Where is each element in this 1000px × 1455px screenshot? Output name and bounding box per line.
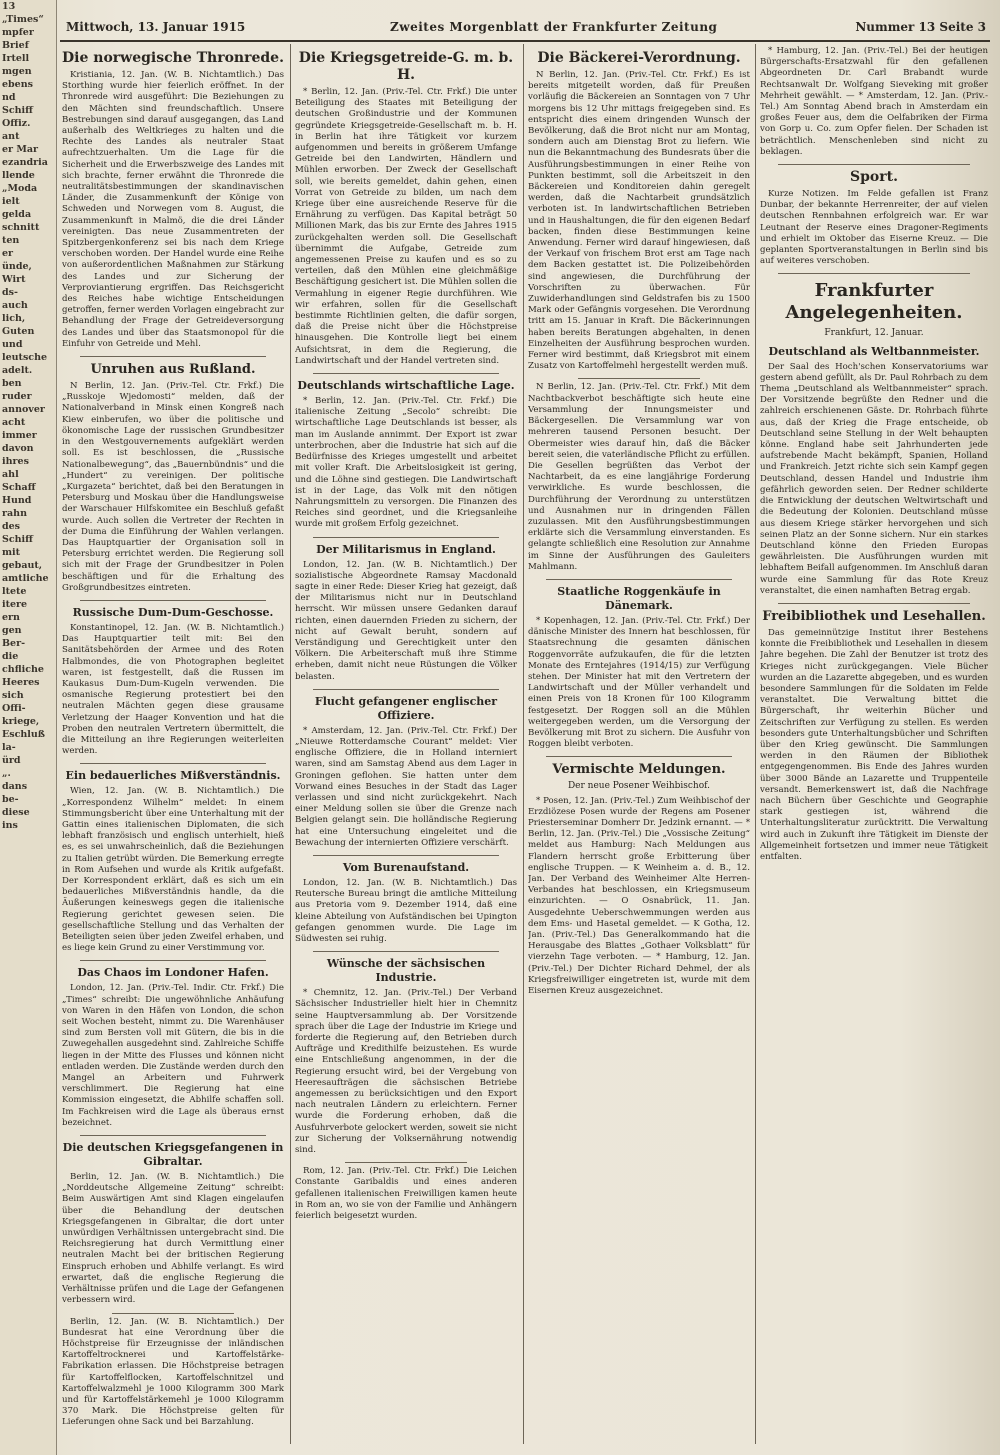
strip-fragment: er Mar (2, 144, 39, 155)
article-title: Staatliche Roggenkäufe in Dänemark. (557, 584, 721, 612)
strip-fragment: mgen (2, 66, 32, 77)
header-page-number: Nummer 13 Seite 3 (855, 20, 986, 34)
article-gibraltar-prisoners (62, 1141, 284, 1306)
strip-fragment: itere (2, 599, 28, 610)
strip-fragment: lich, (2, 313, 26, 324)
strip-fragment: ielt (2, 196, 20, 207)
article-text: * Chemnitz, 12. Jan. (Priv.-Tel.) Der Verband Sächsischer Industrieller hielt hier in Chemnitz seine Hauptversammlung ab. Der Vorsitzende sprach über die Lage der Industrie im Kriege und forderte die Regierung auf, den Betrieben durch Aufträge und Kredithilfe beizustehen. Es wurde eine Entschließung angenommen, in der die Regierung ersucht wird, bei der Vergebung von Heeresaufträgen die sächsischen Betriebe angemessen zu berücksichtigen und den Export nach neutralen Ländern zu erleichtern. Ferner wurde die Forderung erhoben, daß die Ausfuhrverbote gelockert werden, soweit sie nicht zur Sicherung der Volksernährung notwendig sind. (295, 988, 517, 1156)
divider (546, 756, 732, 757)
divider (313, 689, 499, 690)
article-text: Kristiania, 12. Jan. (W. B. Nichtamtlich.) Das Storthing wurde hier feierlich eröffnet. In der Thronrede wird ausgeführt: Die Beziehungen zu den Mächten sind freundschaftlich. Unsere Bestrebungen sind darauf ausgegangen, das Land außerhalb des Weltkrieges zu halten und die Rechte des Landes als neutraler Staat aufrechtzuerhalten. Um die Lage für die Sicherheit und die Erwerbszweige des Landes mit sich brachte, ferner erwähnt die Thronrede die neutralitätsbestimmungen der skandinavischen Länder, die Zusammenkunft der Könige von Schweden und Norwegen vom 8. August, die Zusammenkunft in Malmö, die die drei Länder vereinigten. Das neue Zusammentreten der Spitzbergenkonferenz sei bis nach dem Kriege verschoben worden. Der Handel wurde eine Reihe von außerordentlichen Maßnahmen zur Stärkung des Landes und zur Sicherung der Verproviantierung ergriffen. Das Reichsgericht des Reiches habe wichtige Entscheidungen getroffen, ferner werden Vorlagen eingebracht zur Behandlung der Frage der Getreideversorgung des Landes und über das Staatsmonopol für die Einfuhr von Getreide und Mehl. (62, 70, 284, 349)
divider (778, 164, 970, 165)
article-militarism-england (295, 543, 517, 683)
article-title: Wünsche der sächsischen Industrie. (326, 957, 486, 985)
strip-fragment: leutsche (2, 352, 48, 363)
strip-fragment: gebaut, (2, 560, 43, 571)
strip-fragment: ern (2, 612, 20, 623)
article-title: Ein bedauerliches Mißverständnis. (65, 769, 281, 783)
strip-fragment: Guten (2, 326, 35, 337)
strip-fragment: ten (2, 235, 20, 246)
strip-fragment: ins (2, 820, 18, 831)
article-night-bake-ban (528, 382, 750, 572)
article-text: Wien, 12. Jan. (W. B. Nichtamtlich.) Die „Korrespondenz Wilhelm“ meldet: In einem Stimmungsbericht über eine Unterhaltung mit der Gattin eines italienischen Diplomaten, die sich lebhaft französisch und englisch unterhielt, hieß es, es sei unwahrscheinlich, daß die Beziehungen zu Italien getrübt würden. Die Bemerkung erregte in Rom Aufsehen und wurde als Kritik aufgefaßt. Der Korrespondent erklärt, daß es sich um ein bedauerliches Mißverständnis handle, da die Äußerungen keineswegs gegen die italienische Regierung gerichtet gewesen seien. Die gesellschaftliche Stellung und das Verhalten der Beteiligten seien über jeden Zweifel erhaben, und es liege kein Grund zu einer Verstimmung vor. (62, 786, 284, 954)
article-germany-economy (295, 379, 517, 530)
article-title: Vom Burenaufstand. (342, 860, 470, 874)
article-text: N Berlin, 12. Jan. (Priv.-Tel. Ctr. Frkf.) Es ist bereits mitgeteilt worden, daß für Preußen vorläufig die Bäckereien an Sonntagen von 7 Uhr morgens bis 12 Uhr mittags freigegeben sind. Es entspricht dies einem dringenden Wunsch der Bevölkerung, daß die Brot nicht nur am Montag, sondern auch am Dienstag Brot zu liefern. Wie nun die Bekanntmachung des Bundesrats über die Ausführungsbestimmungen in einer Reihe von Punkten bestimmt, soll die Arbeitszeit in den Bäckereien und Konditoreien dahin geregelt werden, daß die Nachtarbeit grundsätzlich verboten ist. In landwirtschaftlichen Betrieben und in Haushaltungen, die für den eigenen Bedarf backen, finden diese Bestimmungen keine Anwendung. Ferner wird darauf hingewiesen, daß der Verkauf von frischem Brot erst am Tage nach dem Backen gestattet ist. Die Polizeibehörden sind angewiesen, die Durchführung der Vorschriften zu überwachen. Für Zuwiderhandlungen sind Geldstrafen bis zu 1500 Mark oder Gefängnis vorgesehen. Die Verordnung tritt am 15. Januar in Kraft. Die Bäckerinnungen haben bereits Beratungen abgehalten, in denen Einzelheiten der Ausführung besprochen wurden. Ferner wird bestimmt, daß Kriegsbrot mit einem Zusatz von Kartoffelmehl hergestellt werden muß. (528, 70, 750, 372)
article-text: * Hamburg, 12. Jan. (Priv.-Tel.) Bei der heutigen Bürgerschafts-Ersatzwahl für den gefallenen Abgeordneten Dr. Carl Brabandt wurde Rechtsanwalt Dr. Wolfgang Sieveking mit großer Mehrheit gewählt. — * Amsterdam, 12. Jan. (Priv.-Tel.) Am Sonntag Abend brach in Amsterdam ein großes Feuer aus, dem die Oelfabriken der Firma von Gorp u. Co. zum Opfer fielen. Der Schaden ist beträchtlich. Menschenleben sind nicht zu beklagen. (760, 46, 988, 157)
article-saxon-industry (295, 957, 517, 1156)
article-text: Das gemeinnützige Institut ihrer Bestehens konnte die Freibibliothek und Lesehallen in diesem Jahre begehen. Die Zahl der Benutzer ist trotz des Krieges nicht zurückgegangen. Viele Bücher wurden an die Lazarette abgegeben, und es wurden besondere Sammlungen für die Soldaten im Felde veranstaltet. Die Verwaltung bittet die Bürgerschaft, ihr weiterhin Bücher und Zeitschriften zur Verfügung zu stellen. Es werden besonders gute Unterhaltungsbücher und Schriften über den Krieg gewünscht. Die Sammlungen werden in den Räumen der Bibliothek entgegengenommen. Bis Ende des Jahres wurden über 3000 Bände an Lazarette und Truppenteile versandt. Bemerkenswert ist, daß die Nachfrage nach Büchern über Geschichte und Geographie stark gestiegen ist, während die Unterhaltungsliteratur zurücktritt. Die Verwaltung wird auch in Zukunft ihre Tätigkeit im Dienste der Allgemeinheit fortsetzen und immer neue Tätigkeit entfalten. (760, 627, 988, 862)
article-text: * Posen, 12. Jan. (Priv.-Tel.) Zum Weihbischof der Erzdiözese Posen wurde der Regens am Posener Priesterseminar Domherr Dr. Jedzink ernannt. — * Berlin, 12. Jan. (Priv.-Tel.) Die „Vossische Zeitung“ meldet aus Hamburg: Nach Meldungen aus Flandern herrscht große Erbitterung über englische Truppen. — K Weinheim a. d. B., 12. Jan. Der Verband des Weinheimer Alte Herren-Verbandes hat beschlossen, ein Kriegsmuseum einzurichten. — O Osnabrück, 11. Jan. Ausgedehnte Ueberschwemmungen werden aus dem Ems- und Hasetal gemeldet. — K Gotha, 12. Jan. (Priv.-Tel.) Das Generalkommando hat die Herausgabe des Blattes „Gothaer Volksblatt“ für vierzehn Tage verboten. — * Hamburg, 12. Jan. (Priv.-Tel.) Der Dichter Richard Dehmel, der als Kriegsfreiwilliger eingetreten ist, wurde mit dem Eisernen Kreuz ausgezeichnet. (528, 795, 750, 997)
page-header (60, 18, 990, 42)
strip-fragment: annover (2, 404, 45, 415)
divider (313, 537, 499, 538)
strip-fragment: immer (2, 430, 37, 441)
article-text: London, 12. Jan. (W. B. Nichtamtlich.) Der sozialistische Abgeordnete Ramsay Macdonald sagte in einer Rede: Dieser Krieg hat gezeigt, daß der Militarismus nicht nur in Deutschland herrscht. Wir müssen unsere Gedanken darauf richten, einen dauernden Frieden zu sichern, der nicht auf Gewalt beruht, sondern auf Verständigung und Gerechtigkeit unter den Völkern. Die Arbeiterschaft muß ihre Stimme erheben, damit nicht neue Rüstungen die Völker belasten. (295, 559, 517, 682)
article-library (760, 609, 988, 863)
article-text: London, 12. Jan. (W. B. Nichtamtlich.) Das Reutersche Bureau bringt die amtliche Mitteilung aus Pretoria vom 9. Dezember 1914, daß eine kleine Abteilung von Aufständischen bei Upington gefangen genommen wurde. Die Lage im Südwesten sei ruhig. (295, 877, 517, 944)
strip-fragment: Offiz. (2, 118, 31, 129)
article-frankfurt-affairs (760, 280, 988, 596)
divider (80, 1135, 266, 1136)
divider (80, 356, 266, 357)
article-text: Berlin, 12. Jan. (W. B. Nichtamtlich.) Der Bundesrat hat eine Verordnung über die Höchstpreise für Erzeugnisse der inländischen Kartoffeltrocknerei und Kartoffelstärke-Fabrikation erlassen. Die Höchstpreise betragen für Kartoffelflocken, Kartoffelschnitzel und Kartoffelwalzmehl je 1000 Kilogramm 300 Mark und für Kartoffelstärkemehl je 1000 Kilogramm 370 Mark. Die Höchstpreise gelten für Lieferungen ohne Sack und bei Barzahlung. (62, 1316, 284, 1428)
strip-fragment: Offi- (2, 703, 26, 714)
strip-fragment: Schiff (2, 105, 33, 116)
article-title: Der Militarismus in England. (316, 542, 496, 556)
column-1 (62, 46, 284, 1441)
strip-fragment: Irtell (2, 53, 30, 64)
article-bakery-ordinance (528, 50, 750, 372)
strip-fragment: auch (2, 300, 28, 311)
article-potato-prices (62, 1317, 284, 1429)
article-norwegian-throne-speech (62, 50, 284, 350)
article-text: * Berlin, 12. Jan. (Priv.-Tel. Ctr. Frkf.) Die unter Beteiligung des Staates mit Beteiligung der deutschen Großindustrie und der Kommunen gegründete Kriegsgetreide-Gesellschaft m. b. H. in Berlin hat ihre Tätigkeit vor kurzem aufgenommen und bereits in größerem Umfange Getreide bei den Landwirten, Händlern und Mühlen erworben. Der Zweck der Gesellschaft soll, wie bereits gemeldet, dahin gehen, einen Vorrat von Getreide zu bilden, um nach dem Kriege über eine ausreichende Reserve für die Ernährung zu verfügen. Das Kapital beträgt 50 Millionen Mark, das bis zur Ernte des Jahres 1915 zurückgehalten werden soll. Die Gesellschaft übernimmt die Aufgabe, Getreide zum angemessenen Preise zu kaufen und es so zu verteilen, daß den Mühlen eine gleichmäßige Beschäftigung gesichert ist. Die Mühlen sollen die Vermahlung in eigener Regie durchführen. Wie wir erfahren, sollen für die Gesellschaft bestimmte Richtlinien gelten, die dafür sorgen, daß die Preise nicht über die Höchstpreise hinausgehen. Die Kontrolle liegt bei einem Aufsichtsrat, in dem die Regierung, die Landwirtschaft und der Handel vertreten sind. (295, 87, 517, 366)
header-date: Mittwoch, 13. Januar 1915 (66, 20, 246, 34)
article-garibaldi (295, 1166, 517, 1222)
header-paper-title: Zweites Morgenblatt der Frankfurter Zeitung (390, 20, 718, 34)
column-2 (295, 46, 517, 1441)
column-3 (528, 46, 750, 1441)
strip-fragment: diese (2, 807, 30, 818)
article-officers-escape (295, 695, 517, 849)
strip-fragment: ihres (2, 456, 29, 467)
divider (778, 273, 970, 274)
strip-fragment: rahn (2, 508, 27, 519)
article-denmark-rye (528, 585, 750, 750)
article-london-harbour (62, 966, 284, 1129)
article-title: Die deutschen Kriegsgefangenen in Gibraltar. (62, 1141, 284, 1169)
strip-fragment: er (2, 248, 14, 259)
strip-fragment: chfliche (2, 664, 44, 675)
article-text: * Berlin, 12. Jan. (Priv.-Tel. Ctr. Frkf.) Die italienische Zeitung „Secolo“ schreibt: Die wirtschaftliche Lage Deutschlands ist besser, als man im Auslande annimmt. Der Export ist zwar unterbrochen, aber die Industrie hat sich auf die Bedürfnisse des Krieges umgestellt und arbeitet mit voller Kraft. Die Arbeitslosigkeit ist gering, und die Löhne sind gestiegen. Die Landwirtschaft ist in der Lage, das Volk mit den nötigen Nahrungsmitteln zu versorgen. Die Finanzen des Reiches sind geordnet, und die Kriegsanleihe wurde mit großem Erfolg gezeichnet. (295, 396, 517, 530)
strip-fragment: Ber- (2, 638, 26, 649)
divider (313, 951, 499, 952)
strip-fragment: Schiff (2, 534, 33, 545)
article-text: Berlin, 12. Jan. (W. B. Nichtamtlich.) Die „Norddeutsche Allgemeine Zeitung“ schreibt: Beim Auswärtigen Amt sind Klagen eingelaufen über die Behandlung der deutschen Kriegsgefangenen in Gibraltar, die dort unter unwürdigen Verhältnissen untergebracht sind. Die Reichsregierung hat durch Vermittlung einer neutralen Macht bei der britischen Regierung Einspruch erhoben und Abhilfe verlangt. Es wird erwartet, daß die englische Regierung die Verhältnisse prüfen und die Lage der Gefangenen verbessern wird. (62, 1172, 284, 1306)
strip-fragment: gelda (2, 209, 32, 220)
strip-fragment: „. (2, 768, 11, 779)
strip-fragment: adelt. (2, 365, 33, 376)
strip-fragment: ds- (2, 287, 18, 298)
article-title: Die Kriegsgetreide-G. m. b. H. (298, 50, 514, 83)
article-subtitle: Der neue Posener Weihbischof. (567, 781, 711, 792)
strip-fragment: mpfer (2, 27, 34, 38)
column-rule (755, 44, 756, 1444)
divider (546, 579, 732, 580)
column-rule (290, 44, 291, 1444)
article-war-grain-company (295, 50, 517, 367)
article-title: Deutschlands wirtschaftliche Lage. (297, 379, 515, 393)
strip-fragment: gen (2, 625, 22, 636)
article-title: Das Chaos im Londoner Hafen. (77, 966, 269, 980)
section-title: Frankfurter Angelegenheiten. (785, 280, 963, 324)
divider (80, 600, 266, 601)
strip-fragment: Heeres (2, 677, 40, 688)
strip-fragment: 13 (2, 1, 16, 12)
divider (345, 1162, 467, 1163)
column-rule (523, 44, 524, 1444)
strip-fragment: „Times“ (2, 14, 44, 25)
strip-fragment: llende (2, 170, 35, 181)
strip-fragment: und (2, 339, 23, 350)
strip-fragment: Schaff (2, 482, 36, 493)
strip-fragment: acht (2, 417, 26, 428)
article-boer-uprising (295, 861, 517, 945)
divider (313, 373, 499, 374)
article-text: N Berlin, 12. Jan. (Priv.-Tel. Ctr. Frkf.) Die „Russkoje Wjedomosti“ melden, daß der Nationalverband in Minsk einen Kongreß nach Kiew einberufen, wo über die politische und ökonomische Lage der russischen Grundbesitzer in den Westgouvernements aufgeklärt werden soll. Es ist beschlossen, die „Russische Nationalbewegung“, das „Bauernbündnis“ und die „Hundert“ zu vereinigen. Der politische „Kurgazeta“ berichtet, daß bei den Beratungen in Petersburg und Moskau über die Handlungsweise der Warschauer Hilfskomitee ein Beschluß gefaßt wurde. Auch sollen die Vertreter der Rechten in der Duma die Einführung der Wahlen verlangen. Das Hauptquartier der Organisation soll in Petersburg errichtet werden. Die Regierung soll sich mit der Frage der Grundbesitzer in Polen beschäftigen und für die Erhaltung des Großgrundbesitzes eintreten. (62, 381, 284, 593)
divider (80, 960, 266, 961)
article-text: Rom, 12. Jan. (Priv.-Tel. Ctr. Frkf.) Die Leichen Constante Garibaldis und eines anderen gefallenen italienischen Freiwilligen kamen heute in Rom an, wo sie von der Familie und Anhängern feierlich beigesetzt wurden. (295, 1166, 517, 1222)
strip-fragment: la- (2, 742, 16, 753)
strip-fragment: ant (2, 131, 20, 142)
strip-fragment: ünde, (2, 261, 32, 272)
article-text: * Kopenhagen, 12. Jan. (Priv.-Tel. Ctr. Frkf.) Der dänische Minister des Innern hat beschlossen, für Staatsrechnung die gesamten dänischen Roggenvorräte aufzukaufen, die für die letzten Monate des Erntejahres (1914/15) zur Verfügung stehen. Der Minister hat mit den Vertretern der Landwirtschaft und der Müller verhandelt und einen Preis von 18 Kronen für 100 Kilogramm festgesetzt. Der Roggen soll an die Mühlen weitergegeben werden, um die Versorgung der Bevölkerung mit Brot zu sichern. Die Ausfuhr von Roggen bleibt verboten. (528, 615, 750, 750)
article-title: Unruhen aus Rußland. (90, 362, 256, 378)
article-title: Russische Dum-Dum-Geschosse. (72, 605, 274, 619)
article-misunderstanding (62, 769, 284, 954)
column-4 (760, 46, 988, 1441)
divider (313, 855, 499, 856)
article-text: Der Saal des Hoch'schen Konservatoriums war gestern abend gefüllt, als Dr. Paul Rohrbach zu dem Thema „Deutschland als Weltbannmeister“ sprach. Der Vorsitzende begrüßte den Redner und die zahlreich erschienenen Gäste. Dr. Rohrbach führte aus, daß der Krieg die Frage entscheide, ob Deutschland seine Stellung in der Welt behaupten könne. England habe seit Jahrhunderten jede aufstrebende Macht bekämpft, Spanien, Holland und Frankreich. Jetzt richte sich sein Kampf gegen Deutschland, dessen Handel und Industrie ihm gefährlich geworden seien. Der Redner schilderte die Entwicklung der deutschen Weltwirtschaft und die Bedeutung der Kolonien. Deutschland müsse aus diesem Kriege stärker hervorgehen und sich seinen Platz an der Sonne sichern. Nur ein starkes Deutschland könne den Frieden Europas gewährleisten. Die Ausführungen wurden mit lebhaftem Beifall aufgenommen. Im Anschluß daran wurde eine Sammlung für das Rote Kreuz veranstaltet, die einen namhaften Betrag ergab. (760, 361, 988, 596)
strip-fragment: nd (2, 92, 16, 103)
strip-fragment: davon (2, 443, 34, 454)
strip-fragment: schnitt (2, 222, 40, 233)
strip-fragment: Eschluß (2, 729, 46, 740)
strip-fragment: Wirt (2, 274, 26, 285)
article-text: * Amsterdam, 12. Jan. (Priv.-Tel. Ctr. Frkf.) Der „Nieuwe Rotterdamsche Courant“ meldet: Vier englische Offiziere, die in Holland interniert waren, sind am Samstag Abend aus dem Lager in Groningen geflohen. Sie hatten unter dem Vorwand eines Besuches in der Stadt das Lager verlassen und sind nicht zurückgekehrt. Nach einer Meldung sollen sie über die Grenze nach Belgien gelangt sein. Die holländische Regierung hat eine Untersuchung eingeleitet und die Bewachung der internierten Offiziere verschärft. (295, 725, 517, 848)
article-title: Sport. (850, 169, 898, 186)
strip-fragment: Hund (2, 495, 32, 506)
article-title: Vermischte Meldungen. (552, 762, 726, 778)
strip-fragment: die (2, 651, 19, 662)
strip-fragment: „Moda (2, 183, 38, 194)
strip-fragment: ben (2, 378, 22, 389)
article-sport (760, 169, 988, 267)
strip-fragment: ruder (2, 391, 32, 402)
strip-fragment: ltete (2, 586, 27, 597)
strip-fragment: be- (2, 794, 19, 805)
strip-fragment: ürd (2, 755, 21, 766)
strip-fragment: amtliche (2, 573, 49, 584)
divider (778, 603, 970, 604)
article-text: Kurze Notizen. Im Felde gefallen ist Franz Dunbar, der bekannte Herrenreiter, der auf vielen deutschen Rennbahnen erfolgreich war. Er war Leutnant der Reserve eines Dragoner-Regiments und erhielt im Oktober das Eiserne Kreuz. — Die geplanten Sportveranstaltungen in Berlin sind bis auf weiteres verschoben. (760, 189, 988, 267)
article-title: Deutschland als Weltbannmeister. (768, 344, 980, 358)
article-text: Konstantinopel, 12. Jan. (W. B. Nichtamtlich.) Das Hauptquartier teilt mit: Bei den Sanitätsbehörden der Armee und des Roten Halbmondes, die von Photographen begleitet waren, ist festgestellt, daß die Russen im Kaukasus Dum-Dum-Kugeln verwenden. Die osmanische Regierung protestiert bei den neutralen Mächten gegen diese grausame Verletzung der Haager Konvention und hat die Proben den neutralen Vertretern übermittelt, die die Mitteilung an ihre Regierungen weiterleiten werden. (62, 622, 284, 757)
article-dateline: Frankfurt, 12. Januar. (824, 328, 924, 339)
article-dum-dum (62, 606, 284, 757)
strip-fragment: Brief (2, 40, 29, 51)
article-miscellaneous (528, 762, 750, 997)
article-title: Die Bäckerei-Verordnung. (537, 50, 741, 66)
adjacent-page-strip (0, 0, 57, 1455)
article-unrest-russia (62, 362, 284, 594)
article-text: N Berlin, 12. Jan. (Priv.-Tel. Ctr. Frkf.) Mit dem Nachtbackverbot beschäftigte sich heute eine Versammlung der Innungsmeister und Bäckergesellen. Die Versammlung war von mehreren tausend Personen besucht. Der Obermeister wies darauf hin, daß die Bäcker bereit seien, die vaterländische Pflicht zu erfüllen. Die Gesellen begrüßten das Verbot der Nachtarbeit, da es eine langjährige Forderung verwirkliche. Es wurde beschlossen, die Durchführung der Verordnung zu unterstützen und Ausnahmen nur in dringenden Fällen zuzulassen. Mit den Ausführungsbestimmungen erklärte sich die Versammlung einverstanden. Es gelangte schließlich eine Resolution zur Annahme im Sinne der Ausführungen des Gauleiters Mahlmann. (528, 382, 750, 572)
article-title: Flucht gefangener englischer Offiziere. (314, 694, 498, 722)
article-title: Freibibliothek und Lesehallen. (762, 608, 986, 624)
strip-fragment: des (2, 521, 21, 532)
strip-fragment: ahl (2, 469, 19, 480)
divider (80, 763, 266, 764)
article-hamburg-amsterdam (760, 46, 988, 158)
divider (578, 378, 700, 379)
strip-fragment: dans (2, 781, 28, 792)
divider (112, 1313, 234, 1314)
article-text: London, 12. Jan. (Priv.-Tel. Indir. Ctr. Frkf.) Die „Times“ schreibt: Die ungewöhnliche Anhäufung von Waren in den Häfen von London, die schon seit Wochen besteht, nimmt zu. Die Warenhäuser sind zum Bersten voll mit Gütern, die bis in die Zuwegehallen ausgedehnt sind. Zahlreiche Schiffe liegen in der Mitte des Flusses und können nicht entladen werden. Die Zustände werden durch den Mangel an Arbeitern und Fuhrwerk verschlimmert. Die Regierung hat eine Kommission eingesetzt, die Abhilfe schaffen soll. Im Fachkreisen wird die Lage als überaus ernst bezeichnet. (62, 983, 284, 1128)
article-title: Die norwegische Thronrede. (62, 50, 284, 66)
strip-fragment: ebens (2, 79, 33, 90)
strip-fragment: sich (2, 690, 24, 701)
strip-fragment: mit (2, 547, 21, 558)
strip-fragment: ezandria (2, 157, 48, 168)
strip-fragment: kriege, (2, 716, 40, 727)
